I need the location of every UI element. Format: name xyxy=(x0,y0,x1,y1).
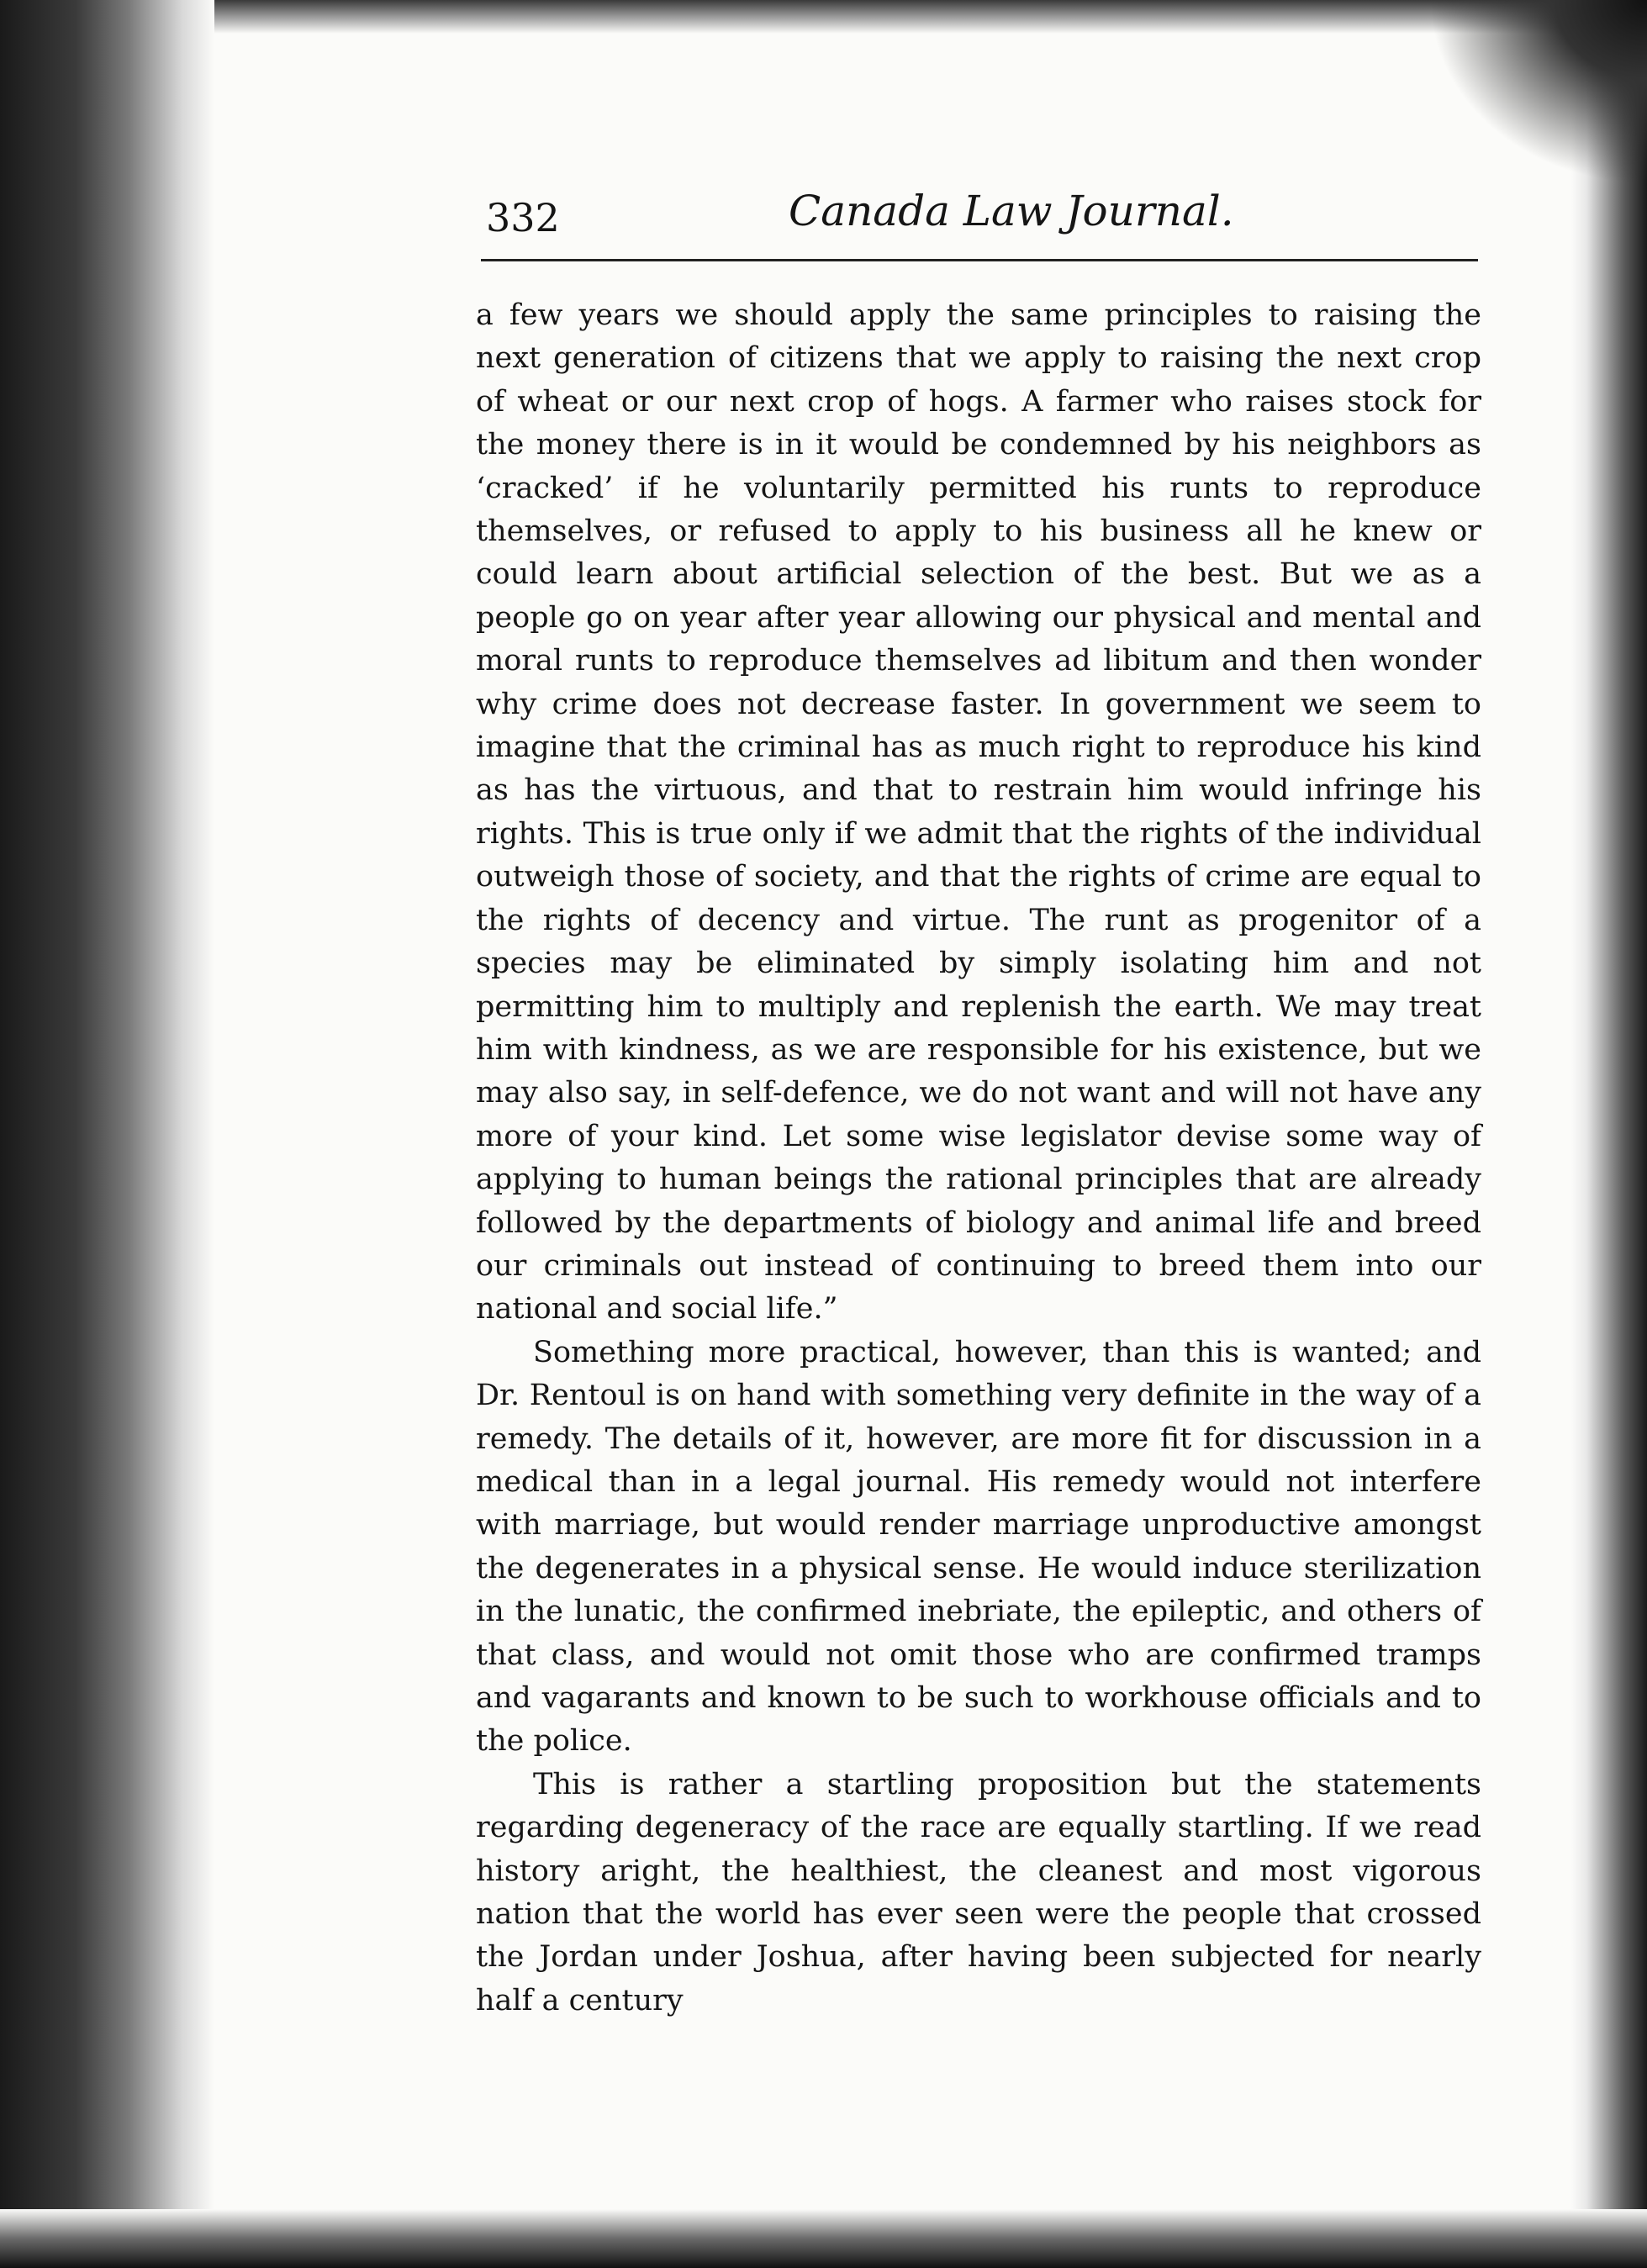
header-rule xyxy=(481,259,1478,261)
paragraph-2: Something more practical, however, than this is wanted; and Dr. Rentoul is on hand with something very definite in the way of a remedy. The details of it, however, are more fit for discussion in a medical than in a legal journal. His remedy would not interfere with marriage, but would render marriage unproductive amongst the degenerates in a physical sense. He would induce sterilization in the lunatic, the confirmed inebriate, the epileptic, and others of that class, and would not omit those who are confirmed tramps and vagarants and known to be such to workhouse officials and to the police. xyxy=(476,1335,1481,1759)
running-title: Canada Law Journal. xyxy=(789,187,1234,235)
scan-edge-bottom xyxy=(0,2209,1647,2268)
paragraph-3: This is rather a startling proposition but the statements regarding degeneracy of the race are equally startling. If we read history aright, the healthiest, the cleanest and most vigorous nation that the world has ever seen were the people that crossed the Jordan under Joshua, after having been subjected for nearly half a century xyxy=(476,1767,1481,2017)
paragraph-1: a few years we should apply the same principles to raising the next generation of citizens that we apply to raising the next crop of wheat or our next crop of hogs. A farmer who raises stock for the money there is in it would be condemned by his neighbors as ‘cracked’ if he voluntarily permitted his runts to reproduce themselves, or refused to apply to his business all he knew or could learn about artificial selection of the best. But we as a people go on year after year allowing our physical and mental and moral runts to reproduce themselves ad libitum and then wonder why crime does not decrease faster. In government we seem to imagine that the criminal has as much right to reproduce his kind as has the virtuous, and that to restrain him would infringe his rights. This is true only if we admit that the rights of the individual outweigh those of society, and that the rights of crime are equal to the rights of decency and virtue. The runt as progenitor of a species may be eliminated by simply isolating him and not permitting him to multiply and replenish the earth. We may treat him with kindness, as we are responsible for his existence, but we may also say, in self-defence, we do not want and will not have any more of your kind. Let some wise legislator devise some way of applying to human beings the rational principles that are already followed by the departments of biology and animal life and breed our criminals out instead of continuing to breed them into our national and social life.” xyxy=(476,298,1481,1327)
scan-corner-shadow xyxy=(1428,0,1647,185)
scan-edge-right xyxy=(1571,0,1647,2268)
scan-edge-left xyxy=(0,0,214,2268)
page-number: 332 xyxy=(486,195,560,240)
scan-edge-top xyxy=(0,0,1647,34)
body-text xyxy=(476,294,1481,2023)
page-header xyxy=(486,187,1480,245)
